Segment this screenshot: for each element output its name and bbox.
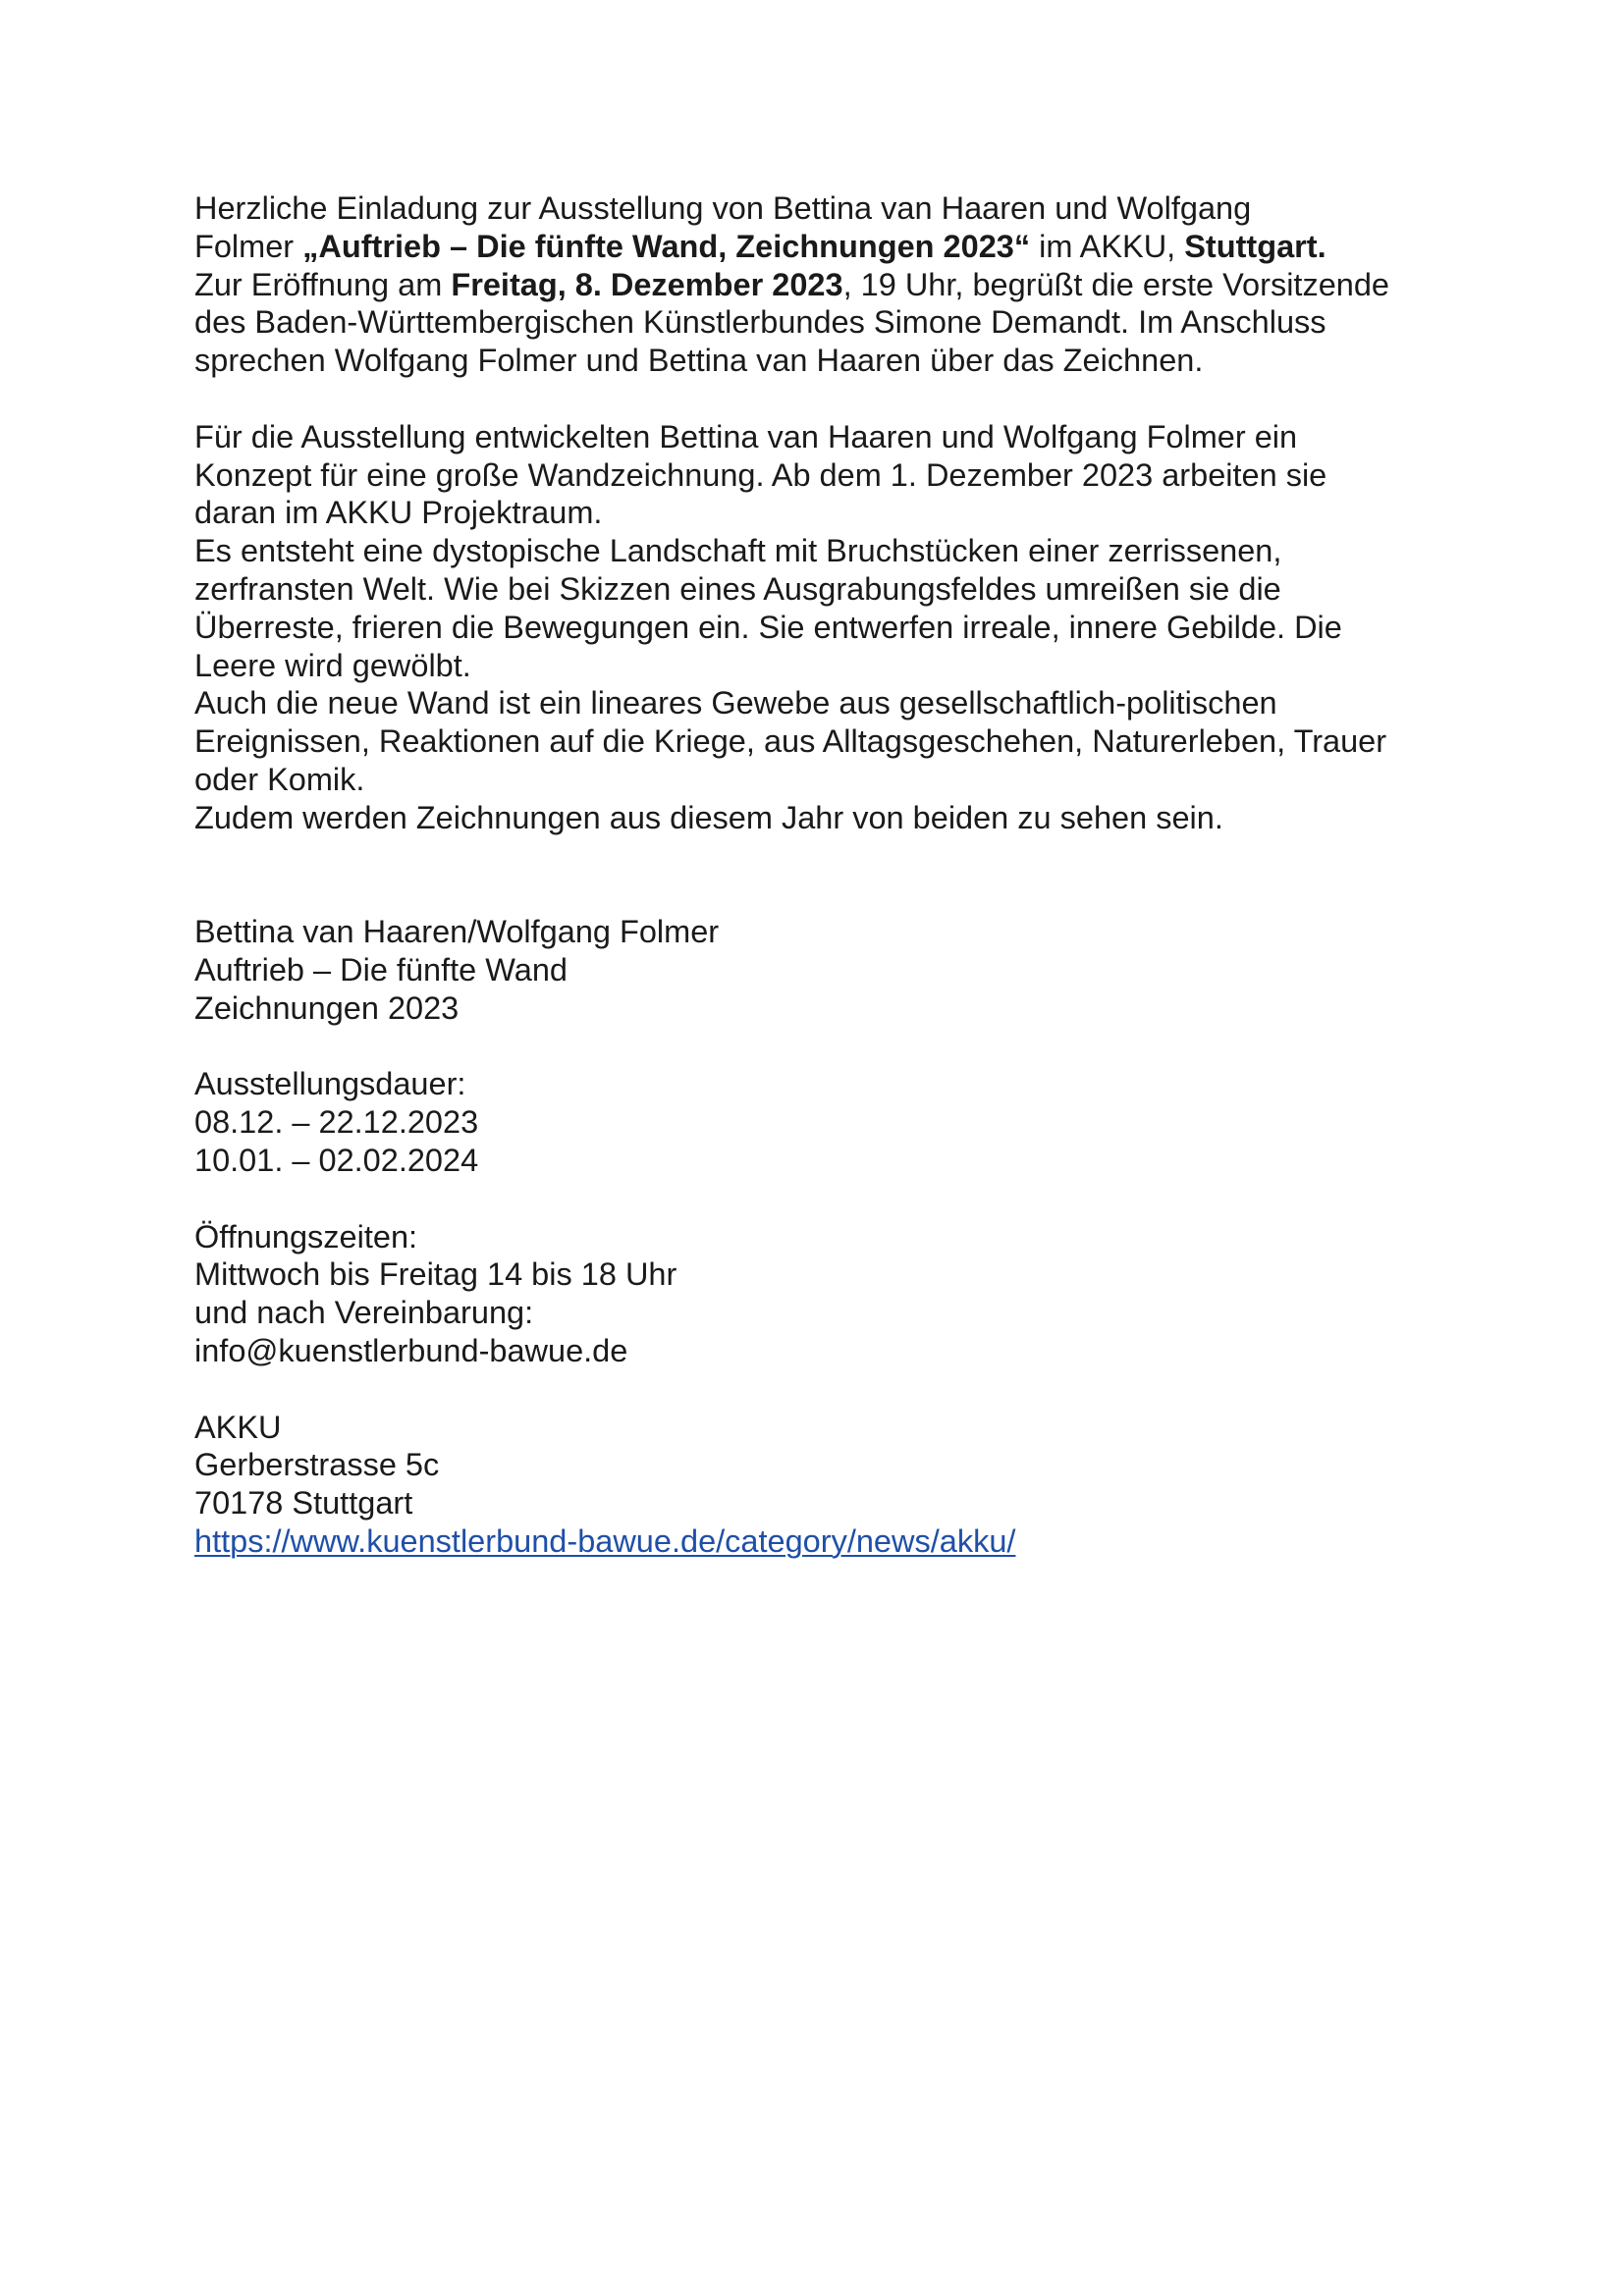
intro-line-3: [194, 266, 1461, 304]
duration-label: Ausstellungsdauer:: [194, 1066, 466, 1102]
document-page: [194, 189, 1461, 1561]
body-line: Zudem werden Zeichnungen aus diesem Jahr von beiden zu sehen sein.: [194, 799, 1223, 835]
opening-hours-block: [194, 1218, 1461, 1370]
description-paragraph: [194, 418, 1461, 837]
hours-label: Öffnungszeiten:: [194, 1218, 418, 1255]
body-line: Auch die neue Wand ist ein lineares Gewebe aus gesellschaftlich-politischen: [194, 685, 1277, 721]
venue-city: 70178 Stuttgart: [194, 1485, 413, 1522]
intro-line-5: sprechen Wolfgang Folmer und Bettina van Haaren über das Zeichnen.: [194, 343, 1204, 379]
body-line: zerfransten Welt. Wie bei Skizzen eines Ausgrabungsfeldes umreißen sie die: [194, 570, 1281, 607]
exhibition-subtitle: Zeichnungen 2023: [194, 989, 460, 1026]
body-line: Für die Ausstellung entwickelten Bettina van Haaren und Wolfgang Folmer ein: [194, 418, 1298, 454]
invitation-paragraph: [194, 189, 1461, 380]
duration-block: [194, 1065, 1461, 1179]
venue-link-line: [194, 1522, 1461, 1561]
body-line: Überreste, frieren die Bewegungen ein. Sie entwerfen irreale, innere Gebilde. Die: [194, 609, 1342, 645]
body-line: oder Komik.: [194, 761, 365, 797]
duration-range-1: 08.12. – 22.12.2023: [194, 1104, 479, 1141]
contact-email: info@kuenstlerbund-bawue.de: [194, 1332, 628, 1368]
intro-line-2-text-c: im AKKU,: [1030, 228, 1185, 264]
address-block: [194, 1409, 1461, 1561]
intro-line-2: [194, 228, 1461, 266]
exhibition-title-bold: „Auftrieb – Die fünfte Wand, Zeichnungen 2023“: [302, 228, 1031, 264]
duration-range-2: 10.01. – 02.02.2024: [194, 1142, 479, 1178]
hours-line-1: Mittwoch bis Freitag 14 bis 18 Uhr: [194, 1256, 677, 1293]
body-line: Konzept für eine große Wandzeichnung. Ab dem 1. Dezember 2023 arbeiten sie: [194, 456, 1327, 493]
opening-date-bold: Freitag, 8. Dezember 2023: [451, 266, 843, 302]
intro-line-3-text-c: , 19 Uhr, begrüßt die erste Vorsitzende: [842, 266, 1389, 302]
venue-name: AKKU: [194, 1409, 282, 1445]
venue-street: Gerberstrasse 5c: [194, 1447, 440, 1483]
exhibition-info-block: [194, 913, 1461, 1027]
body-line: daran im AKKU Projektraum.: [194, 495, 603, 531]
intro-line-2-text-a: Folmer: [194, 228, 303, 264]
city-bold: Stuttgart.: [1184, 228, 1326, 264]
hours-line-2: und nach Vereinbarung:: [194, 1295, 534, 1331]
intro-line-1: Herzliche Einladung zur Ausstellung von Bettina van Haaren und Wolfgang: [194, 190, 1252, 226]
body-line: Leere wird gewölbt.: [194, 647, 471, 683]
body-line: Ereignissen, Reaktionen auf die Kriege, aus Alltagsgeschehen, Naturerleben, Trauer: [194, 723, 1387, 760]
intro-line-3-text-a: Zur Eröffnung am: [194, 266, 452, 302]
artists-names: Bettina van Haaren/Wolfgang Folmer: [194, 914, 720, 950]
intro-line-4: des Baden-Württembergischen Künstlerbundes Simone Demandt. Im Anschluss: [194, 304, 1326, 341]
body-line: Es entsteht eine dystopische Landschaft mit Bruchstücken einer zerrissenen,: [194, 533, 1282, 569]
venue-website-link[interactable]: https://www.kuenstlerbund-bawue.de/category/news/akku/: [194, 1522, 1016, 1559]
exhibition-title: Auftrieb – Die fünfte Wand: [194, 951, 568, 988]
